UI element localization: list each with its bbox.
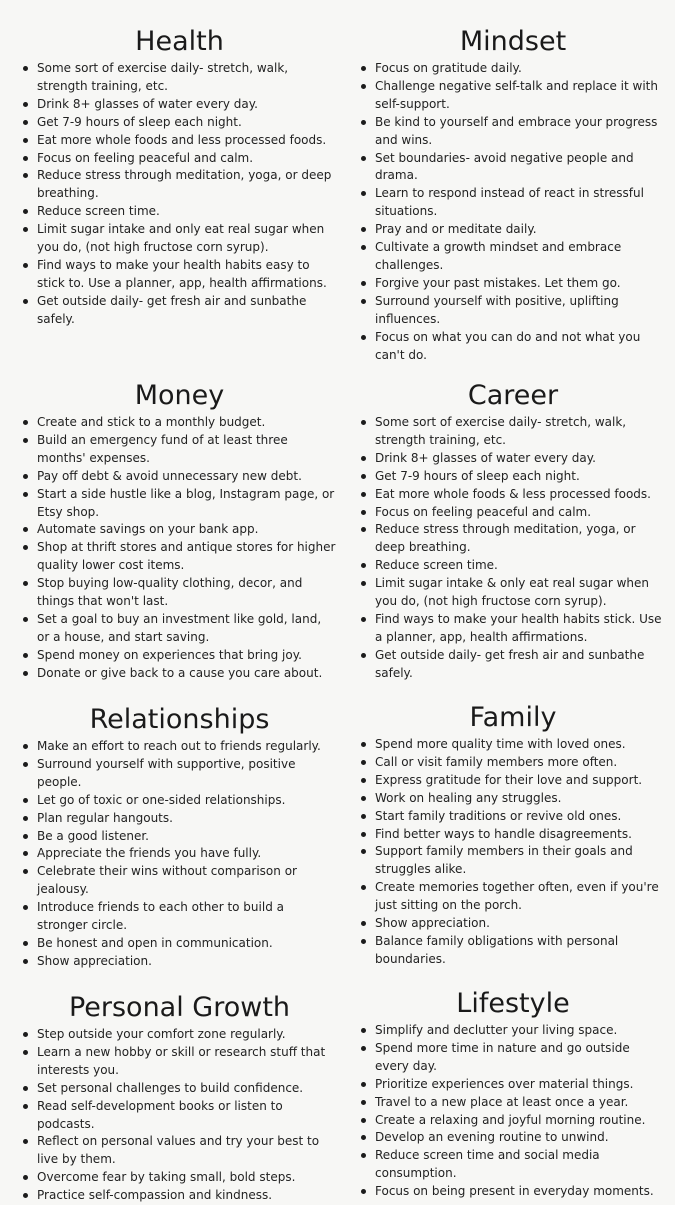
list-item: Eat more whole foods & less processed foods.: [360, 486, 666, 504]
list-item: Drink 8+ glasses of water every day.: [22, 96, 337, 114]
section-mindset: [360, 26, 666, 364]
list-item: Set boundaries- avoid negative people and drama.: [360, 150, 666, 186]
list-item: Surround yourself with positive, uplifting influences.: [360, 293, 666, 329]
list-item: Learn to respond instead of react in stressful situations.: [360, 185, 666, 221]
list-item: Reduce screen time.: [22, 203, 337, 221]
list-item: Get 7-9 hours of sleep each night.: [22, 114, 337, 132]
list-item: Spend more quality time with loved ones.: [360, 736, 666, 754]
section-title-money: Money: [134, 380, 225, 411]
list-item: Read self-development books or listen to podcasts.: [22, 1098, 337, 1134]
list-item: Show appreciation.: [360, 915, 666, 933]
lifestyle-list: [360, 1022, 666, 1201]
section-career: [360, 380, 666, 683]
list-item: Limit sugar intake and only eat real sugar when you do, (not high fructose corn syrup).: [22, 221, 337, 257]
list-item: Find better ways to handle disagreements.: [360, 826, 666, 844]
list-item: Make an effort to reach out to friends regularly.: [22, 738, 337, 756]
career-list: [360, 414, 666, 683]
list-item: Reduce screen time and social media consumption.: [360, 1147, 666, 1183]
list-item: Start a side hustle like a blog, Instagram page, or Etsy shop.: [22, 486, 337, 522]
list-item: Simplify and declutter your living space.: [360, 1022, 666, 1040]
list-item: Get outside daily- get fresh air and sunbathe safely.: [360, 647, 666, 683]
list-item: Practice self-compassion and kindness.: [22, 1187, 337, 1205]
list-item: Focus on feeling peaceful and calm.: [360, 504, 666, 522]
section-title-relationships: Relationships: [89, 704, 270, 735]
list-item: Step outside your comfort zone regularly.: [22, 1026, 337, 1044]
list-item: Create and stick to a monthly budget.: [22, 414, 337, 432]
list-item: Some sort of exercise daily- stretch, walk, strength training, etc.: [22, 60, 337, 96]
list-item: Start family traditions or revive old ones.: [360, 808, 666, 826]
section-title-personal-growth: Personal Growth: [68, 992, 291, 1023]
section-title-career: Career: [467, 380, 559, 411]
list-item: Surround yourself with supportive, positive people.: [22, 756, 337, 792]
list-item: Focus on gratitude daily.: [360, 60, 666, 78]
section-health: [22, 26, 337, 329]
list-item: Focus on feeling peaceful and calm.: [22, 150, 337, 168]
list-item: Limit sugar intake & only eat real sugar when you do, (not high fructose corn syrup).: [360, 575, 666, 611]
list-item: Automate savings on your bank app.: [22, 521, 337, 539]
list-item: Support family members in their goals and struggles alike.: [360, 843, 666, 879]
list-item: Appreciate the friends you have fully.: [22, 845, 337, 863]
list-item: Get outside daily- get fresh air and sunbathe safely.: [22, 293, 337, 329]
list-item: Drink 8+ glasses of water every day.: [360, 450, 666, 468]
list-item: Donate or give back to a cause you care about.: [22, 665, 337, 683]
section-relationships: [22, 704, 337, 971]
list-item: Plan regular hangouts.: [22, 810, 337, 828]
list-item: Shop at thrift stores and antique stores for higher quality lower cost items.: [22, 539, 337, 575]
list-item: Show appreciation.: [22, 953, 337, 971]
list-item: Express gratitude for their love and support.: [360, 772, 666, 790]
section-lifestyle: [360, 988, 666, 1201]
list-item: Call or visit family members more often.: [360, 754, 666, 772]
list-item: Develop an evening routine to unwind.: [360, 1129, 666, 1147]
list-item: Reflect on personal values and try your best to live by them.: [22, 1133, 337, 1169]
list-item: Focus on what you can do and not what you can't do.: [360, 329, 666, 365]
list-item: Introduce friends to each other to build a stronger circle.: [22, 899, 337, 935]
list-item: Forgive your past mistakes. Let them go.: [360, 275, 666, 293]
list-item: Pray and or meditate daily.: [360, 221, 666, 239]
list-item: Be honest and open in communication.: [22, 935, 337, 953]
list-item: Set personal challenges to build confidence.: [22, 1080, 337, 1098]
list-item: Celebrate their wins without comparison or jealousy.: [22, 863, 337, 899]
health-list: [22, 60, 337, 329]
section-personal-growth: [22, 992, 337, 1205]
list-item: Work on healing any struggles.: [360, 790, 666, 808]
list-item: Learn a new hobby or skill or research stuff that interests you.: [22, 1044, 337, 1080]
list-item: Build an emergency fund of at least three months' expenses.: [22, 432, 337, 468]
list-item: Overcome fear by taking small, bold steps.: [22, 1169, 337, 1187]
list-item: Spend money on experiences that bring joy.: [22, 647, 337, 665]
list-item: Get 7-9 hours of sleep each night.: [360, 468, 666, 486]
list-item: Reduce stress through meditation, yoga, or deep breathing.: [360, 521, 666, 557]
list-item: Focus on being present in everyday moments.: [360, 1183, 666, 1201]
relationships-list: [22, 738, 337, 971]
list-item: Balance family obligations with personal boundaries.: [360, 933, 666, 969]
section-title-health: Health: [135, 26, 224, 57]
list-item: Create memories together often, even if you're just sitting on the porch.: [360, 879, 666, 915]
list-item: Spend more time in nature and go outside every day.: [360, 1040, 666, 1076]
list-item: Create a relaxing and joyful morning routine.: [360, 1112, 666, 1130]
section-title-family: Family: [469, 702, 557, 733]
list-item: Let go of toxic or one-sided relationships.: [22, 792, 337, 810]
section-money: [22, 380, 337, 683]
list-item: Be kind to yourself and embrace your progress and wins.: [360, 114, 666, 150]
section-title-lifestyle: Lifestyle: [456, 988, 570, 1019]
list-item: Reduce stress through meditation, yoga, or deep breathing.: [22, 167, 337, 203]
list-item: Pay off debt & avoid unnecessary new debt.: [22, 468, 337, 486]
list-item: Find ways to make your health habits easy to stick to. Use a planner, app, health affirmations.: [22, 257, 337, 293]
list-item: Eat more whole foods and less processed foods.: [22, 132, 337, 150]
list-item: Set a goal to buy an investment like gold, land, or a house, and start saving.: [22, 611, 337, 647]
personal-growth-list: [22, 1026, 337, 1205]
section-title-mindset: Mindset: [459, 26, 567, 57]
list-item: Reduce screen time.: [360, 557, 666, 575]
mindset-list: [360, 60, 666, 364]
list-item: Challenge negative self-talk and replace it with self-support.: [360, 78, 666, 114]
list-item: Find ways to make your health habits stick. Use a planner, app, health affirmations.: [360, 611, 666, 647]
list-item: Some sort of exercise daily- stretch, walk, strength training, etc.: [360, 414, 666, 450]
list-item: Stop buying low-quality clothing, decor, and things that won't last.: [22, 575, 337, 611]
list-item: Cultivate a growth mindset and embrace challenges.: [360, 239, 666, 275]
list-item: Travel to a new place at least once a year.: [360, 1094, 666, 1112]
family-list: [360, 736, 666, 969]
list-item: Prioritize experiences over material things.: [360, 1076, 666, 1094]
money-list: [22, 414, 337, 683]
section-family: [360, 702, 666, 969]
list-item: Be a good listener.: [22, 828, 337, 846]
